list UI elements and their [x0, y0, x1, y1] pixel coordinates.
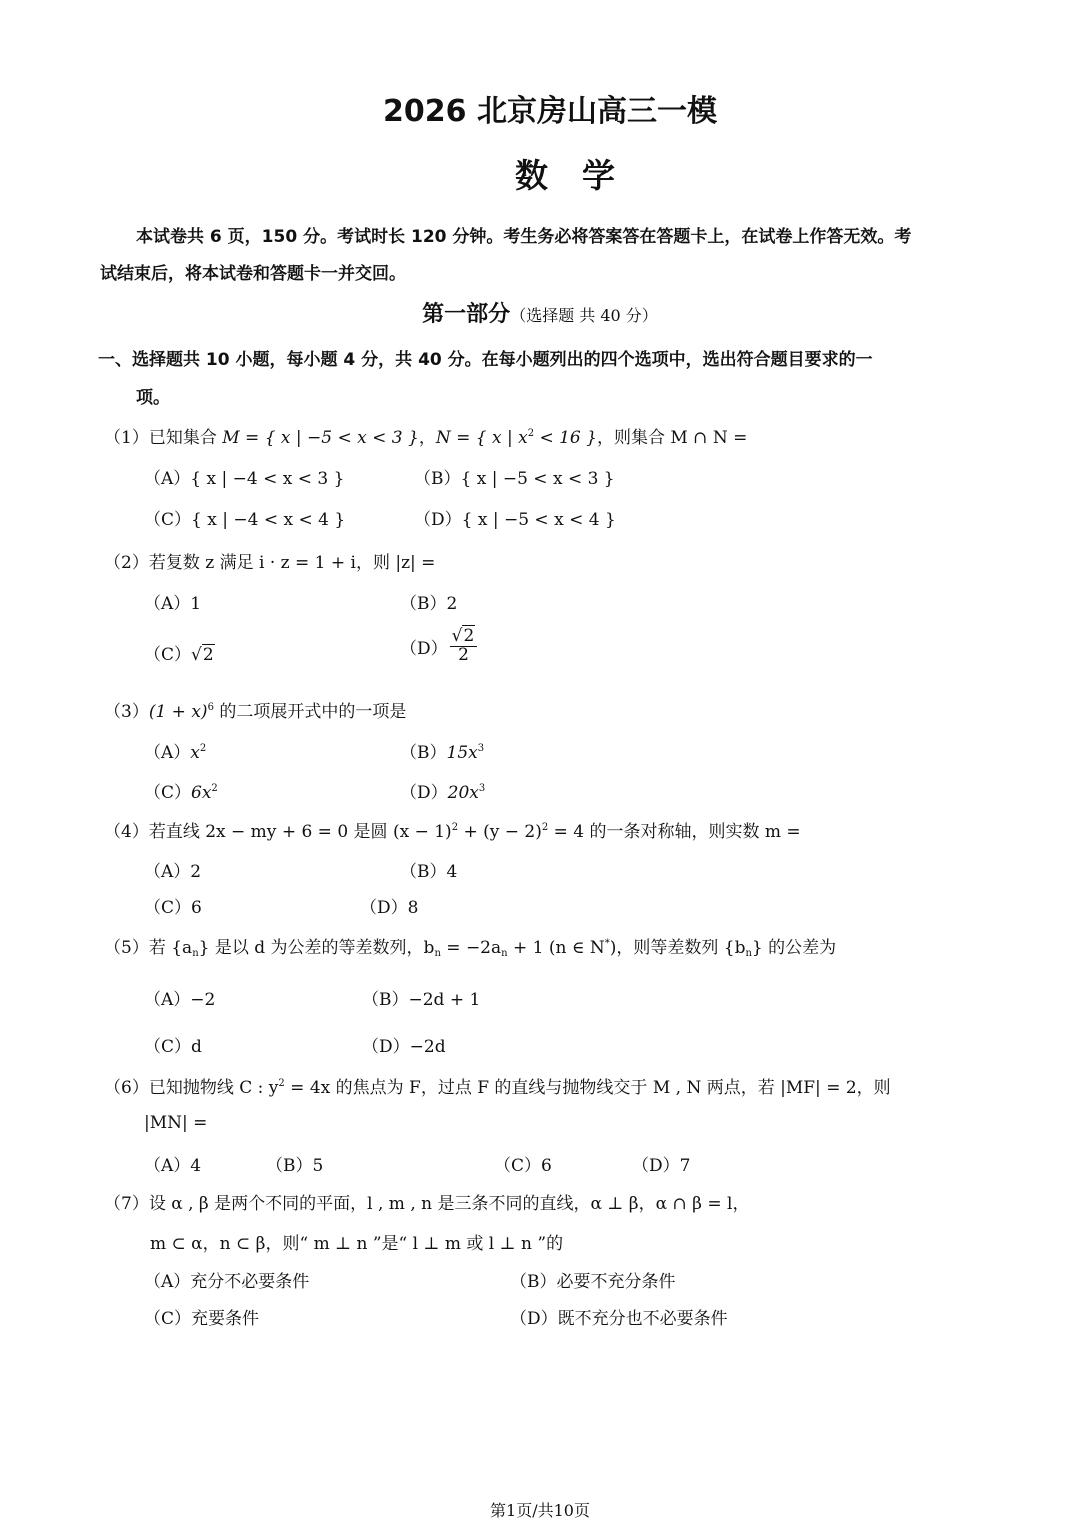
radicand: 2 [463, 626, 475, 646]
question-4-stem [104, 817, 801, 842]
math-superscript: 2 [527, 428, 535, 439]
option-label: （A） [144, 743, 191, 763]
exam-title: 2026 北京房山高三一模 [383, 94, 717, 129]
math-expression: 15x [446, 743, 478, 763]
math-expression: (1 + x) [148, 702, 208, 722]
question-text: 设 α , β 是两个不同的平面，l , m , n 是三条不同的直线，α ⊥ β，α ∩ β = l， [148, 1194, 750, 1214]
question-text: 若 {a [148, 938, 193, 958]
question-2-stem [104, 548, 435, 573]
question-1-option-a: （A）{ x | −4 < x < 3 } [144, 469, 345, 489]
question-text: } 的公差为 [751, 938, 837, 958]
question-text: = 4 的一条对称轴，则实数 m = [548, 822, 801, 842]
question-number: （3） [104, 702, 149, 722]
question-5-option-a: （A）−2 [144, 990, 216, 1010]
math-superscript: 2 [211, 783, 218, 794]
question-text: )，则等差数列 {b [609, 938, 746, 958]
question-1-option-b: （B）{ x | −5 < x < 3 } [414, 469, 615, 489]
question-text: 已知集合 [148, 428, 223, 448]
math-expression: 6x [191, 783, 212, 803]
question-6-option-c: （C）6 [494, 1156, 552, 1176]
question-number: （7） [104, 1194, 149, 1214]
math-subscript: n [501, 948, 508, 959]
part-heading [0, 297, 1080, 328]
question-6-option-b: （B）5 [266, 1156, 324, 1176]
section-instructions: 项。 [136, 388, 170, 408]
math-superscript: * [604, 938, 610, 949]
math-subscript: n [745, 948, 752, 959]
question-5-option-b: （B）−2d + 1 [362, 990, 481, 1010]
square-root: √2 [451, 626, 475, 646]
radicand: 2 [202, 645, 214, 665]
question-6-option-a: （A）4 [144, 1156, 202, 1176]
option-label: （C） [144, 645, 192, 665]
math-expression: x [190, 743, 200, 763]
math-subscript: n [434, 948, 441, 959]
question-7-option-d: （D）既不充分也不必要条件 [510, 1309, 728, 1329]
question-number: （4） [104, 822, 149, 842]
question-6-option-d: （D）7 [632, 1156, 691, 1176]
fraction [450, 628, 478, 665]
math-superscript: 2 [541, 822, 549, 833]
question-3-option-c [144, 778, 218, 803]
question-4-option-a: （A）2 [144, 862, 202, 882]
question-7-option-c: （C）充要条件 [144, 1309, 260, 1329]
question-2-option-b: （B）2 [400, 594, 458, 614]
question-1-option-c: （C）{ x | −4 < x < 4 } [144, 510, 346, 530]
question-6-stem-continued: |MN| = [144, 1113, 208, 1133]
question-text: ，则集合 M ∩ N = [596, 428, 748, 448]
question-number: （1） [104, 428, 149, 448]
fraction-denominator: 2 [458, 644, 469, 665]
question-3-option-a [144, 738, 206, 763]
question-5-option-c: （C）d [144, 1037, 202, 1057]
question-6-stem [104, 1073, 891, 1098]
math-superscript: 2 [451, 822, 459, 833]
question-3-option-b [400, 738, 484, 763]
part-title: 第一部分 [422, 302, 511, 327]
math-expression: M = { x | −5 < x < 3 } [222, 428, 419, 448]
math-expression: 20x [447, 783, 479, 803]
section-instructions: 一、选择题共 10 小题，每小题 4 分，共 40 分。在每小题列出的四个选项中，选出符合题目要求的一 [98, 350, 873, 370]
question-3-option-d [400, 778, 485, 803]
question-text: = −2a [440, 938, 502, 958]
question-7-option-b: （B）必要不充分条件 [510, 1272, 676, 1292]
math-superscript: 6 [207, 702, 214, 713]
question-1-option-d: （D）{ x | −5 < x < 4 } [414, 510, 616, 530]
question-text: 已知抛物线 C : y [148, 1078, 279, 1098]
question-3-stem [104, 697, 406, 722]
question-number: （6） [104, 1078, 149, 1098]
question-text: 若复数 z 满足 i · z = 1 + i，则 |z| = [148, 553, 436, 573]
option-label: （D） [400, 638, 448, 659]
math-superscript: 3 [477, 743, 485, 754]
question-text: + (y − 2) [458, 822, 542, 842]
question-number: （2） [104, 553, 149, 573]
question-text: = 4x 的焦点为 F，过点 F 的直线与抛物线交于 M , N 两点，若 |MF| = 2，则 [284, 1078, 891, 1098]
question-2-option-d [400, 628, 477, 665]
option-label: （B） [400, 743, 447, 763]
question-text: 的二项展开式中的一项是 [213, 702, 407, 722]
exam-instructions-line: 试结束后，将本试卷和答题卡一并交回。 [100, 264, 406, 284]
math-superscript: 3 [478, 783, 486, 794]
question-2-option-c [144, 640, 215, 665]
question-text: 若直线 2x − my + 6 = 0 是圆 (x − 1) [148, 822, 452, 842]
question-4-option-b: （B）4 [400, 862, 458, 882]
question-number: （5） [104, 938, 149, 958]
math-expression: N = { x | x [435, 428, 528, 448]
subject-title: 数学 [515, 156, 649, 195]
question-7-option-a: （A）充分不必要条件 [144, 1272, 310, 1292]
question-4-option-c: （C）6 [144, 898, 202, 918]
question-1-stem [104, 423, 747, 448]
math-separator: ， [418, 428, 436, 448]
question-5-stem [104, 933, 836, 958]
question-4-option-d: （D）8 [360, 898, 419, 918]
math-subscript: n [192, 948, 199, 959]
question-text: + 1 (n ∈ N [507, 938, 605, 958]
math-superscript: 2 [278, 1078, 285, 1089]
option-label: （D） [400, 783, 448, 803]
math-superscript: 2 [199, 743, 207, 754]
question-2-option-a: （A）1 [144, 594, 202, 614]
question-5-option-d: （D）−2d [362, 1037, 446, 1057]
math-expression: < 16 } [534, 428, 597, 448]
part-note: （选择题 共 40 分） [510, 306, 658, 325]
option-label: （C） [144, 783, 192, 803]
page-footer: 第1页/共10页 [490, 1501, 590, 1520]
square-root: √2 [191, 645, 214, 665]
question-7-stem [104, 1189, 749, 1214]
exam-instructions-line: 本试卷共 6 页，150 分。考试时长 120 分钟。考生务必将答案答在答题卡上，在试卷上作答无效。考 [136, 227, 912, 247]
question-text: } 是以 d 为公差的等差数列，b [198, 938, 435, 958]
question-7-stem-continued: m ⊂ α，n ⊂ β，则“ m ⊥ n ”是“ l ⊥ m 或 l ⊥ n ”的 [150, 1234, 564, 1254]
